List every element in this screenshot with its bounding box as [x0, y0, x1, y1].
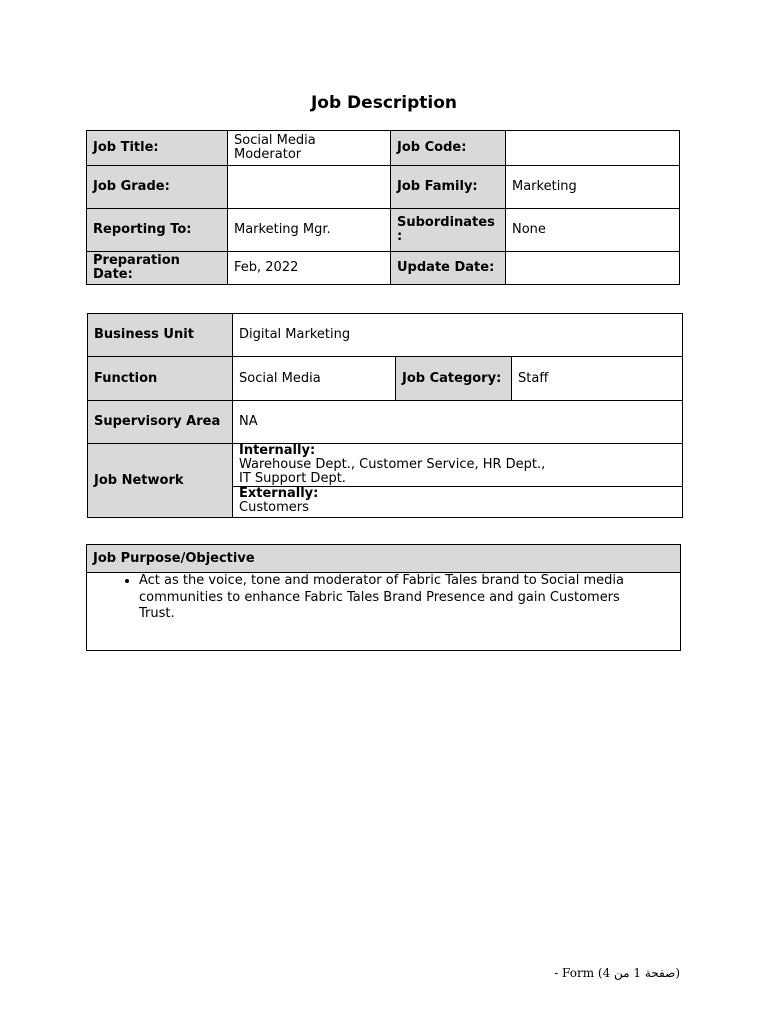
business-unit-value: Digital Marketing: [233, 314, 683, 357]
reporting-to-label: Reporting To:: [87, 209, 228, 252]
business-unit-label: Business Unit: [88, 314, 233, 357]
function-label: Function: [88, 357, 233, 401]
purpose-bullet-list: [87, 573, 680, 623]
external-network: [233, 486, 682, 517]
preparation-date-value: Feb, 2022: [228, 252, 391, 285]
preparation-date-label: Preparation Date:: [87, 252, 228, 285]
job-category-value: Staff: [512, 357, 683, 401]
job-title-label: Job Title:: [87, 131, 228, 166]
supervisory-area-value: NA: [233, 401, 683, 444]
page-footer: - Form (صفحة 1 من 4): [554, 966, 680, 980]
document-title: Job Description: [310, 93, 458, 113]
supervisory-area-label: Supervisory Area: [88, 401, 233, 444]
job-purpose-heading: Job Purpose/Objective: [87, 545, 681, 573]
update-date-value: [506, 252, 680, 285]
job-network-label: Job Network: [88, 444, 233, 518]
internally-line-2: IT Support Dept.: [239, 471, 346, 486]
function-value: Social Media: [233, 357, 396, 401]
job-code-label: Job Code:: [391, 131, 506, 166]
job-title-value: Social Media Moderator: [228, 131, 391, 166]
job-grade-label: Job Grade:: [87, 166, 228, 209]
job-family-value: Marketing: [506, 166, 680, 209]
job-code-value: [506, 131, 680, 166]
job-network-cell: [233, 444, 683, 518]
update-date-label: Update Date:: [391, 252, 506, 285]
purpose-bullet: • Act as the voice, tone and moderator of Fabric Tales brand to Social media communities to enhance Fabric Tales Brand Presence and gain Customers Trust.: [139, 573, 650, 623]
internal-network: [233, 444, 682, 486]
job-category-label: Job Category:: [396, 357, 512, 401]
job-grade-value: [228, 166, 391, 209]
subordinates-label: Subordinates :: [391, 209, 506, 252]
internally-line-1: Warehouse Dept., Customer Service, HR Dept.,: [239, 457, 546, 472]
organization-table: [87, 313, 683, 518]
job-header-table: [86, 130, 680, 285]
job-family-label: Job Family:: [391, 166, 506, 209]
externally-value: Customers: [239, 500, 309, 515]
reporting-to-value: Marketing Mgr.: [228, 209, 391, 252]
subordinates-value: None: [506, 209, 680, 252]
internally-label: Internally:: [239, 443, 316, 458]
externally-label: Externally:: [239, 486, 319, 501]
job-purpose-table: [86, 544, 681, 651]
job-purpose-body: [87, 573, 681, 651]
